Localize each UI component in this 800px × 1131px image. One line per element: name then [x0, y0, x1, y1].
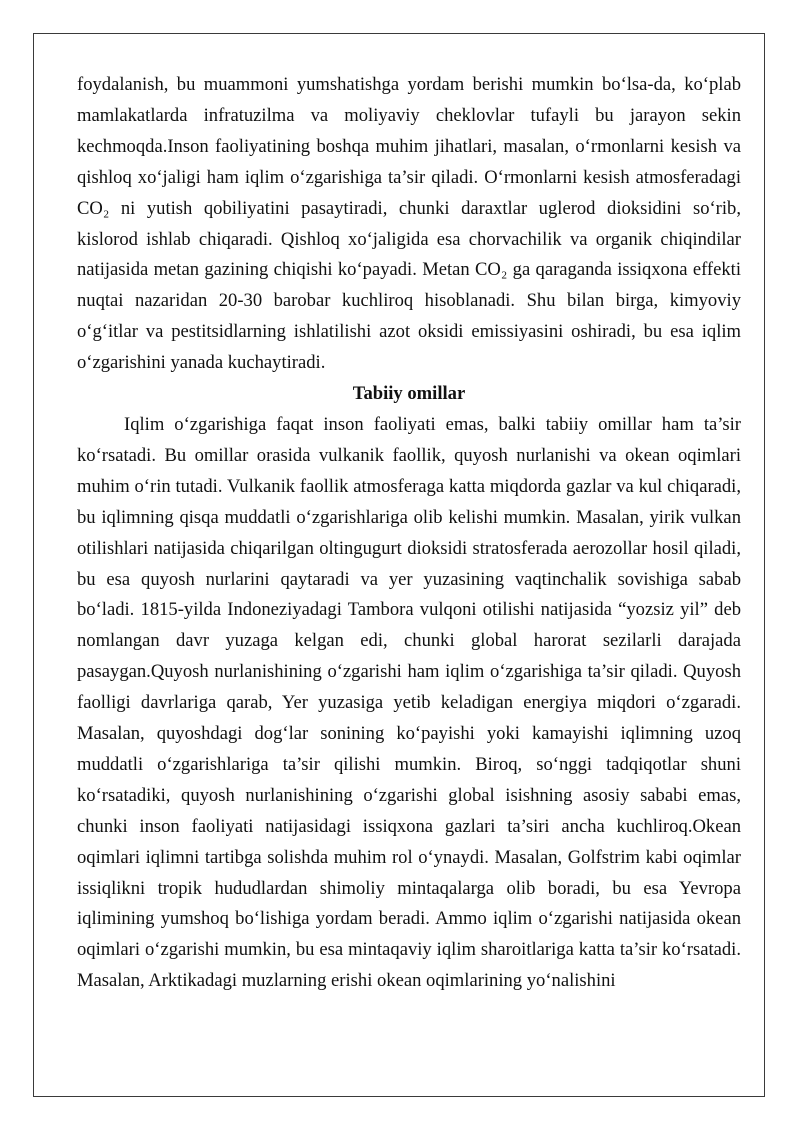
- body-paragraph-2: Iqlim o‘zgarishiga faqat inson faoliyati emas, balki tabiiy omillar ham ta’sir ko‘rsatadi. Bu omillar orasida vulkanik faollik, quyosh nurlanishi va okean oqimlari muhim o‘rin tutadi. Vulkanik faollik atmosferaga katta miqdorda gazlar va kul chiqaradi, bu iqlimning qisqa muddatli o‘zgarishlariga olib kelishi mumkin. Masalan, yirik vulkan otilishlari natijasida chiqarilgan oltingugurt dioksidi stratosferada aerozollar hosil qiladi, bu esa quyosh nurlarini qaytaradi va yer yuzasining vaqtinchalik sovishiga sabab bo‘ladi. 1815-yilda Indoneziyadagi Tambora vulqoni otilishi natijasida “yozsiz yil” deb nomlangan davr yuzaga kelgan edi, chunki global harorat sezilarli darajada pasaygan.Quyosh nurlanishining o‘zgarishi ham iqlim o‘zgarishiga ta’sir qiladi. Quyosh faolligi davrlariga qarab, Yer yuzasiga yetib keladigan energiya miqdori o‘zgaradi. Masalan, quyoshdagi dog‘lar sonining ko‘payishi yoki kamayishi iqlimning uzoq muddatli o‘zgarishlariga ta’sir qilishi mumkin. Biroq, so‘nggi tadqiqotlar shuni ko‘rsatadiki, quyosh nurlanishining o‘zgarishi global isishning asosiy sababi emas, chunki inson faoliyati natijasidagi issiqxona gazlari ta’siri ancha kuchliroq.Okean oqimlari iqlimni tartibga solishda muhim rol o‘ynaydi. Masalan, Golfstrim kabi oqimlar issiqlikni tropik hududlardan shimoliy mintaqalarga olib boradi, bu esa Yevropa iqlimining yumshoq bo‘lishiga yordam beradi. Ammo iqlim o‘zgarishi natijasida okean oqimlari o‘zgarishi mumkin, bu esa mintaqaviy iqlim sharoitlariga katta ta’sir ko‘rsatadi. Masalan, Arktikadagi muzlarning erishi okean oqimlarining yo‘nalishini: [77, 413, 741, 992]
- document-body: [77, 70, 741, 997]
- section-heading: Tabiiy omillar: [352, 383, 466, 405]
- body-paragraph-1: foydalanish, bu muammoni yumshatishga yordam berishi mumkin bo‘lsa-da, ko‘plab mamlakatlarda infratuzilma va moliyaviy cheklovlar tufayli bu jarayon sekin kechmoqda.Inson faoliyatining boshqa muhim jihatlari, masalan, o‘rmonlarni kesish va qishloq xo‘jaligi ham iqlim o‘zgarishiga ta’sir qiladi. O‘rmonlarni kesish atmosferadagi CO₂ ni yutish qobiliyatini pasaytiradi, chunki daraxtlar uglerod dioksidini so‘rib, kislorod ishlab chiqaradi. Qishloq xo‘jaligida esa chorvachilik va organik chiqindilar natijasida metan gazining chiqishi ko‘payadi. Metan CO₂ ga qaraganda issiqxona effekti nuqtai nazaridan 20-30 barobar kuchliroq hisoblanadi. Shu bilan birga, kimyoviy o‘g‘itlar va pestitsidlarning ishlatilishi azot oksidi emissiyasini oshiradi, bu esa iqlim o‘zgarishini yanada kuchaytiradi.: [77, 74, 741, 374]
